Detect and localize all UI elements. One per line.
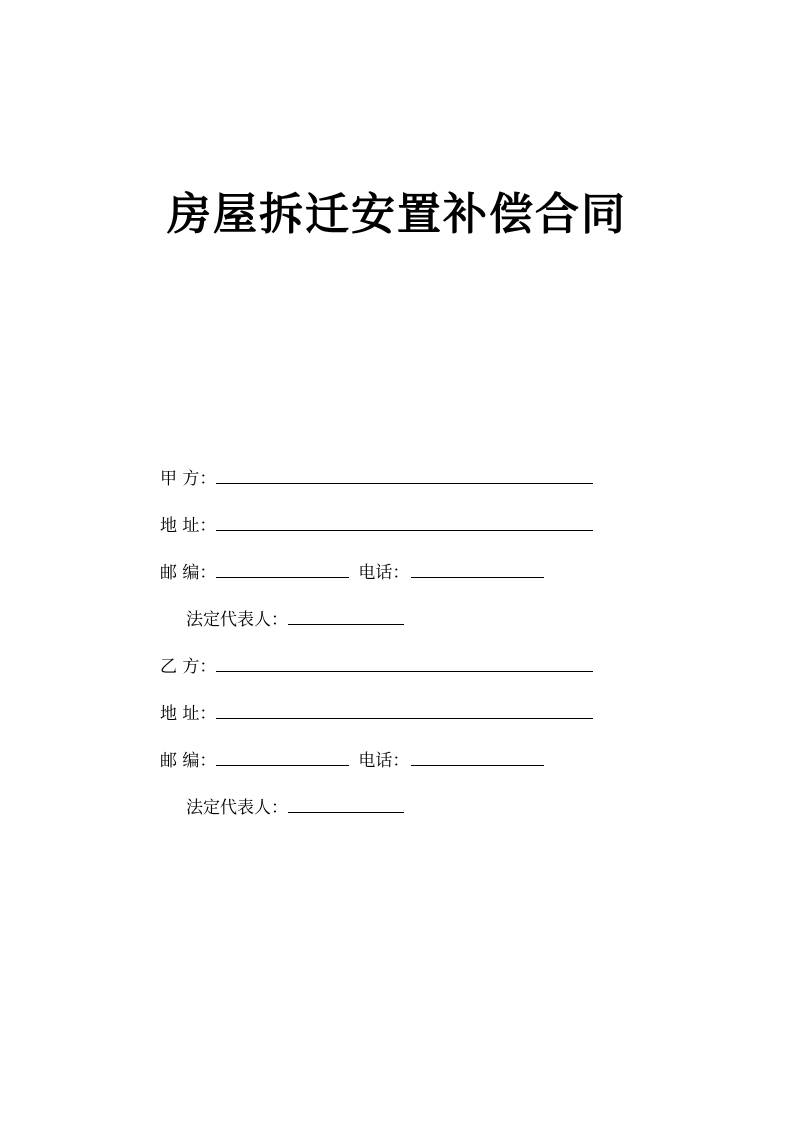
- party-a-postcode-phone-row: [160, 562, 660, 582]
- party-a-legal-rep-row: [160, 609, 660, 629]
- party-b-legal-rep-input[interactable]: [288, 797, 404, 813]
- party-b-legal-rep-row: [160, 797, 660, 817]
- party-a-legal-rep-label: 法定代表人：: [186, 610, 288, 630]
- party-b-legal-rep-label: 法定代表人：: [186, 798, 288, 818]
- page-title: 房屋拆迁安置补偿合同: [167, 189, 627, 240]
- parties-block: [160, 468, 660, 844]
- party-b-phone-input[interactable]: [411, 750, 544, 766]
- party-b-address-input[interactable]: [216, 703, 593, 719]
- party-a-address-label: 地 址：: [160, 516, 217, 536]
- party-b-address-row: [160, 703, 660, 723]
- party-b-name-label: 乙 方：: [160, 657, 217, 677]
- party-a-name-row: [160, 468, 660, 488]
- party-b-name-input[interactable]: [216, 656, 593, 672]
- party-b-name-row: [160, 656, 660, 676]
- party-b-postcode-label: 邮 编：: [160, 751, 217, 771]
- party-b-postcode-input[interactable]: [216, 750, 349, 766]
- party-a-phone-label: 电话：: [358, 563, 410, 583]
- party-b-address-label: 地 址：: [160, 704, 217, 724]
- party-a-postcode-label: 邮 编：: [160, 563, 217, 583]
- party-b-phone-label: 电话：: [358, 751, 410, 771]
- party-a-address-row: [160, 515, 660, 535]
- party-a-phone-input[interactable]: [411, 562, 544, 578]
- party-a-legal-rep-input[interactable]: [288, 609, 404, 625]
- party-b-postcode-phone-row: [160, 750, 660, 770]
- party-a-name-label: 甲 方：: [160, 469, 217, 489]
- party-a-postcode-input[interactable]: [216, 562, 349, 578]
- party-a-address-input[interactable]: [216, 515, 593, 531]
- party-a-name-input[interactable]: [216, 468, 593, 484]
